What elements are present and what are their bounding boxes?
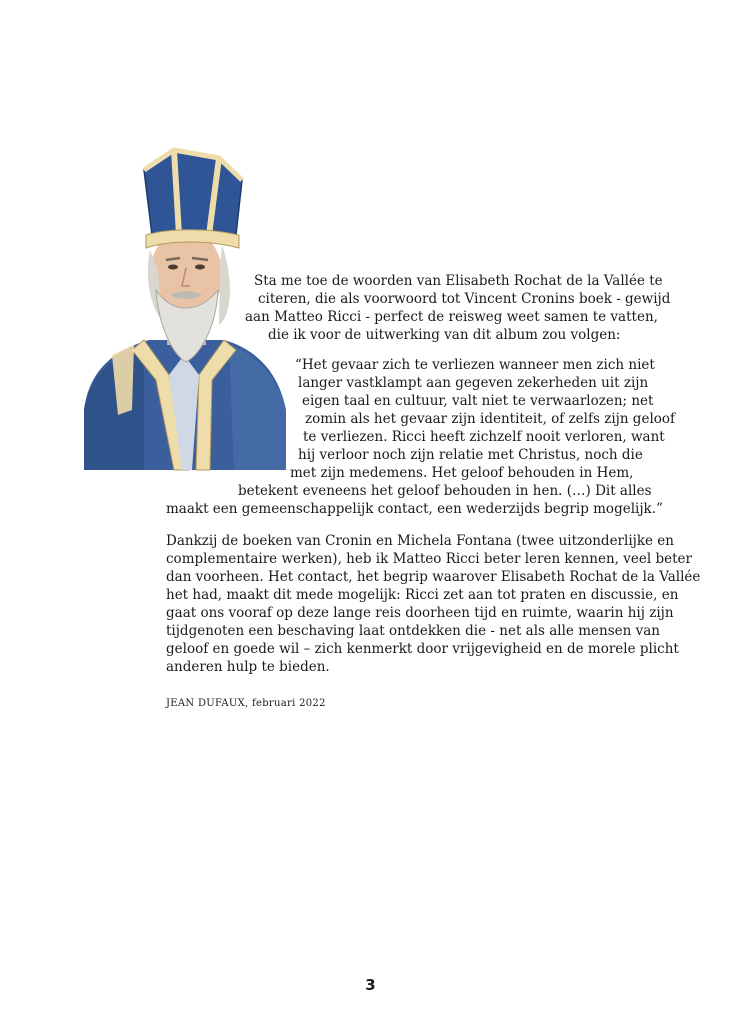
text-line: die ik voor de uitwerking van dit album zou volgen: [268,327,621,343]
text-line: Sta me toe de woorden van Elisabeth Rochat de la Vallée te [254,273,663,289]
quote-line: eigen taal en cultuur, valt niet te verwaarlozen; net [302,393,654,409]
text-line: aan Matteo Ricci - perfect de reisweg weet samen te vatten, [245,309,658,325]
text-line: dan voorheen. Het contact, het begrip waarover Elisabeth Rochat de la Vallée [166,569,701,585]
quote-line: zomin als het gevaar zijn identiteit, of zelfs zijn geloof [305,411,676,427]
signature [166,698,326,709]
text-line: citeren, die als voorwoord tot Vincent Cronins boek - gewijd [258,291,671,307]
signature-author: JEAN DUFAUX, [166,698,249,709]
quote-line: “Het gevaar zich te verliezen wanneer men zich niet [295,357,655,373]
quote-line: te verliezen. Ricci heeft zichzelf nooit verloren, want [303,429,665,445]
quote-line: hij verloor noch zijn relatie met Christus, noch die [298,447,643,463]
signature-date: februari 2022 [252,698,326,709]
text-line: anderen hulp te bieden. [166,659,330,675]
text-line: gaat ons vooraf op deze lange reis doorheen tijd en ruimte, waarin hij zijn [166,605,674,621]
text-line: geloof en goede wil – zich kenmerkt door vrijgevigheid en de morele plicht [166,641,679,657]
text-line: tijdgenoten een beschaving laat ontdekken die - net als alle mensen van [166,623,660,639]
quote-line: betekent eveneens het geloof behouden in hen. (…) Dit alles [238,483,652,499]
text-line: Dankzij de boeken van Cronin en Michela Fontana (twee uitzonderlijke en [166,533,674,549]
quote-line: maakt een gemeenschappelijk contact, een wederzijds begrip mogelijk.” [166,501,663,517]
quote-line: met zijn medemens. Het geloof behouden in Hem, [290,465,634,481]
page-number: 3 [365,976,376,994]
quote-line: langer vastklampt aan gegeven zekerheden uit zijn [298,375,649,391]
text-line: het had, maakt dit mede mogelijk: Ricci zet aan tot praten en discussie, en [166,587,679,603]
text-line: complementaire werken), heb ik Matteo Ricci beter leren kennen, veel beter [166,551,692,567]
